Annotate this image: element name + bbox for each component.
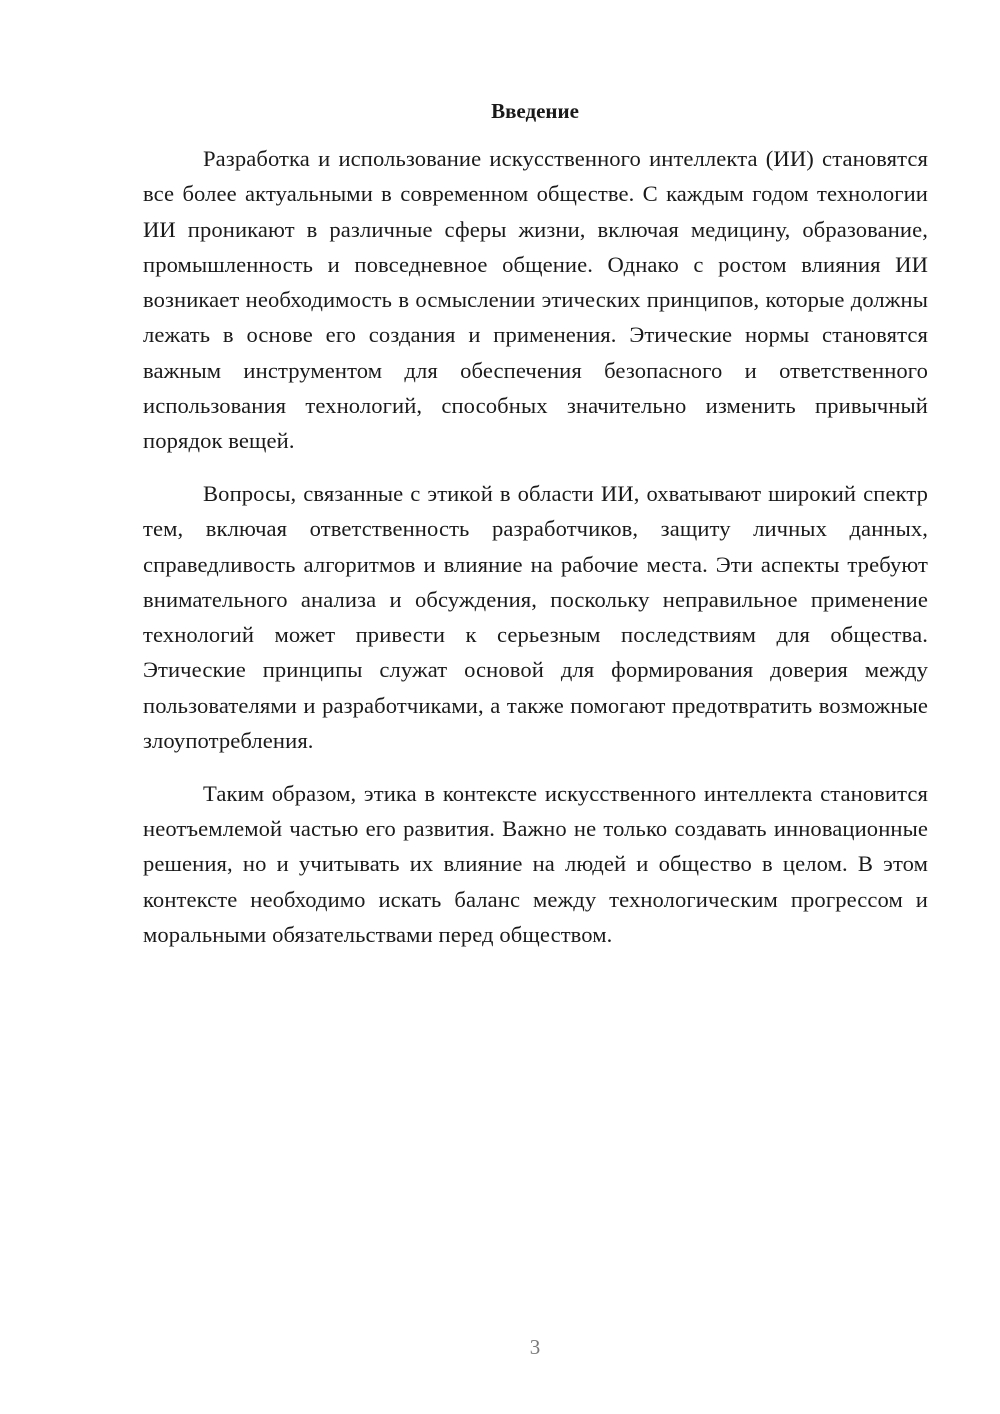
page-number: 3 [529, 1335, 541, 1359]
body-text [143, 141, 928, 952]
paragraph-1: Разработка и использование искусственного интеллекта (ИИ) становятся все более актуальными в современном обществе. С каждым годом технологии ИИ проникают в различные сферы жизни, включая медицину, образование, промышленность и повседневное общение. Однако с ростом влияния ИИ возникает необходимость в осмыслении этических принципов, которые должны лежать в основе его создания и применения. Этические нормы становятся важным инструментом для обеспечения безопасного и ответственного использования технологий, способных значительно изменить привычный порядок вещей. [143, 146, 928, 454]
paragraph-3: Таким образом, этика в контексте искусственного интеллекта становится неотъемлемой частью его развития. Важно не только создавать инновационные решения, но и учитывать их влияние на людей и общество в целом. В этом контексте необходимо искать баланс между технологическим прогрессом и моральными обязательствами перед обществом. [143, 780, 928, 947]
paragraph-2: Вопросы, связанные с этикой в области ИИ, охватывают широкий спектр тем, включая ответственность разработчиков, защиту личных данных, справедливость алгоритмов и влияние на рабочие места. Эти аспекты требуют внимательного анализа и обсуждения, поскольку неправильное применение технологий может привести к серьезным последствиям для общества. Этические принципы служат основой для формирования доверия между пользователями и разработчиками, а также помогают предотвратить возможные злоупотребления. [143, 480, 928, 754]
section-title: Введение [491, 99, 579, 123]
